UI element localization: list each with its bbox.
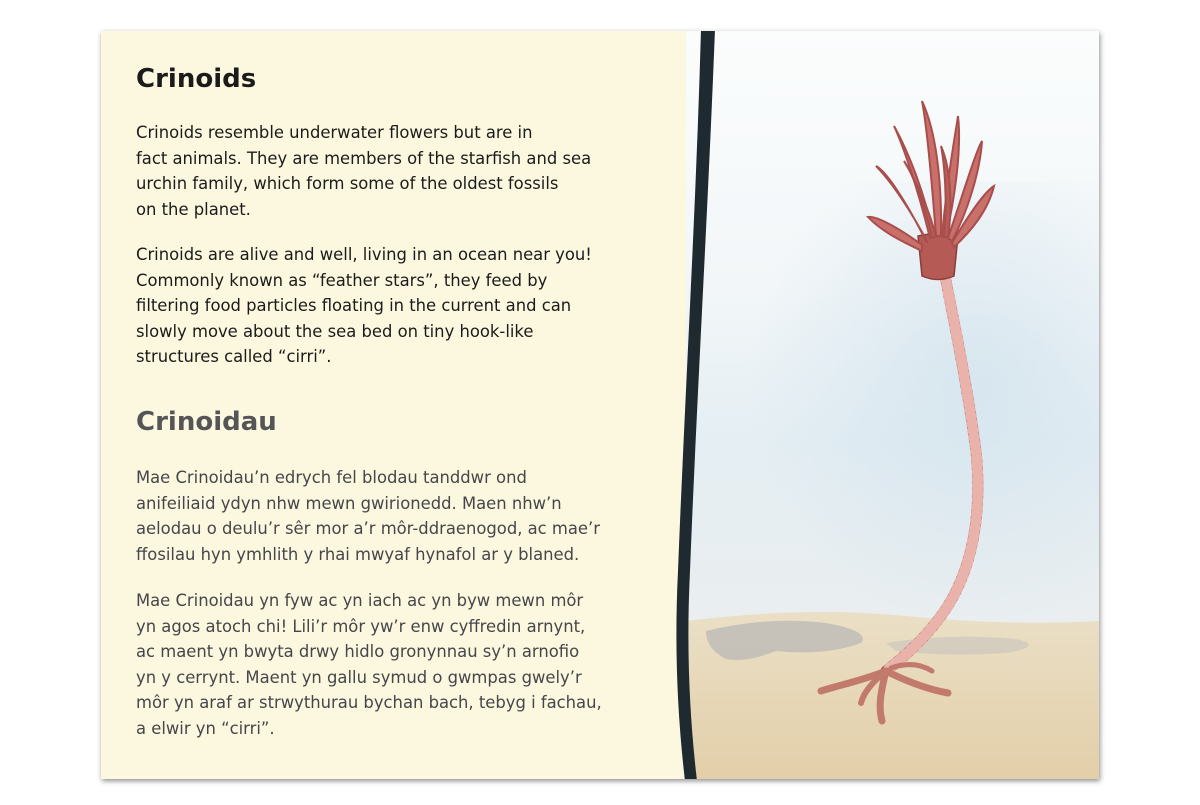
information-panel <box>101 31 1099 779</box>
text-line: on the planet. <box>136 199 251 219</box>
text-line: anifeiliaid ydyn nhw mewn gwirionedd. Maen nhw’n <box>136 493 562 513</box>
text-line: filtering food particles floating in the current and can <box>136 296 572 315</box>
text-line: Crinoids resemble underwater flowers but are in <box>136 123 533 142</box>
text-line: ac maent yn bwyta drwy hidlo gronynnau sy’n arnofio <box>136 642 580 661</box>
text-line: Mae Crinoidau yn fyw ac yn iach ac yn byw mewn môr <box>136 591 584 610</box>
text-line: môr yn araf ar strwythurau bychan bach, tebyg i fachau, <box>136 693 602 712</box>
text-line: a elwir yn “cirri”. <box>136 718 275 738</box>
text-line: aelodau o deulu’r sêr mor a’r môr-ddraenogod, ac mae’r <box>136 519 600 538</box>
text-line: yn y cerrynt. Maent yn gallu symud o gwmpas gwely’r <box>136 667 582 687</box>
english-paragraph-1 <box>136 120 636 222</box>
welsh-paragraph-1 <box>136 465 636 567</box>
text-line: urchin family, which form some of the oldest fossils <box>136 174 559 193</box>
water-haze <box>686 181 1099 631</box>
welsh-paragraph-2 <box>136 588 636 741</box>
text-line: slowly move about the sea bed on tiny hook-like <box>136 321 534 341</box>
text-line: fact animals. They are members of the starfish and sea <box>136 148 592 168</box>
text-line: structures called “cirri”. <box>136 347 332 366</box>
english-title: Crinoids <box>136 64 257 94</box>
crinoid-illustration <box>686 31 1099 779</box>
text-column <box>101 31 701 779</box>
text-line: yn agos atoch chi! Lili’r môr yw’r enw cyffredin arnynt, <box>136 616 586 636</box>
text-line: Commonly known as “feather stars”, they feed by <box>136 270 548 290</box>
english-paragraph-2 <box>136 242 636 370</box>
wavy-divider <box>661 31 721 779</box>
text-line: Crinoids are alive and well, living in an ocean near you! <box>136 245 592 264</box>
welsh-title: Crinoidau <box>136 407 277 437</box>
text-line: Mae Crinoidau’n edrych fel blodau tanddwr ond <box>136 468 527 487</box>
text-line: ffosilau hyn ymhlith y rhai mwyaf hynafol ar y blaned. <box>136 544 580 564</box>
